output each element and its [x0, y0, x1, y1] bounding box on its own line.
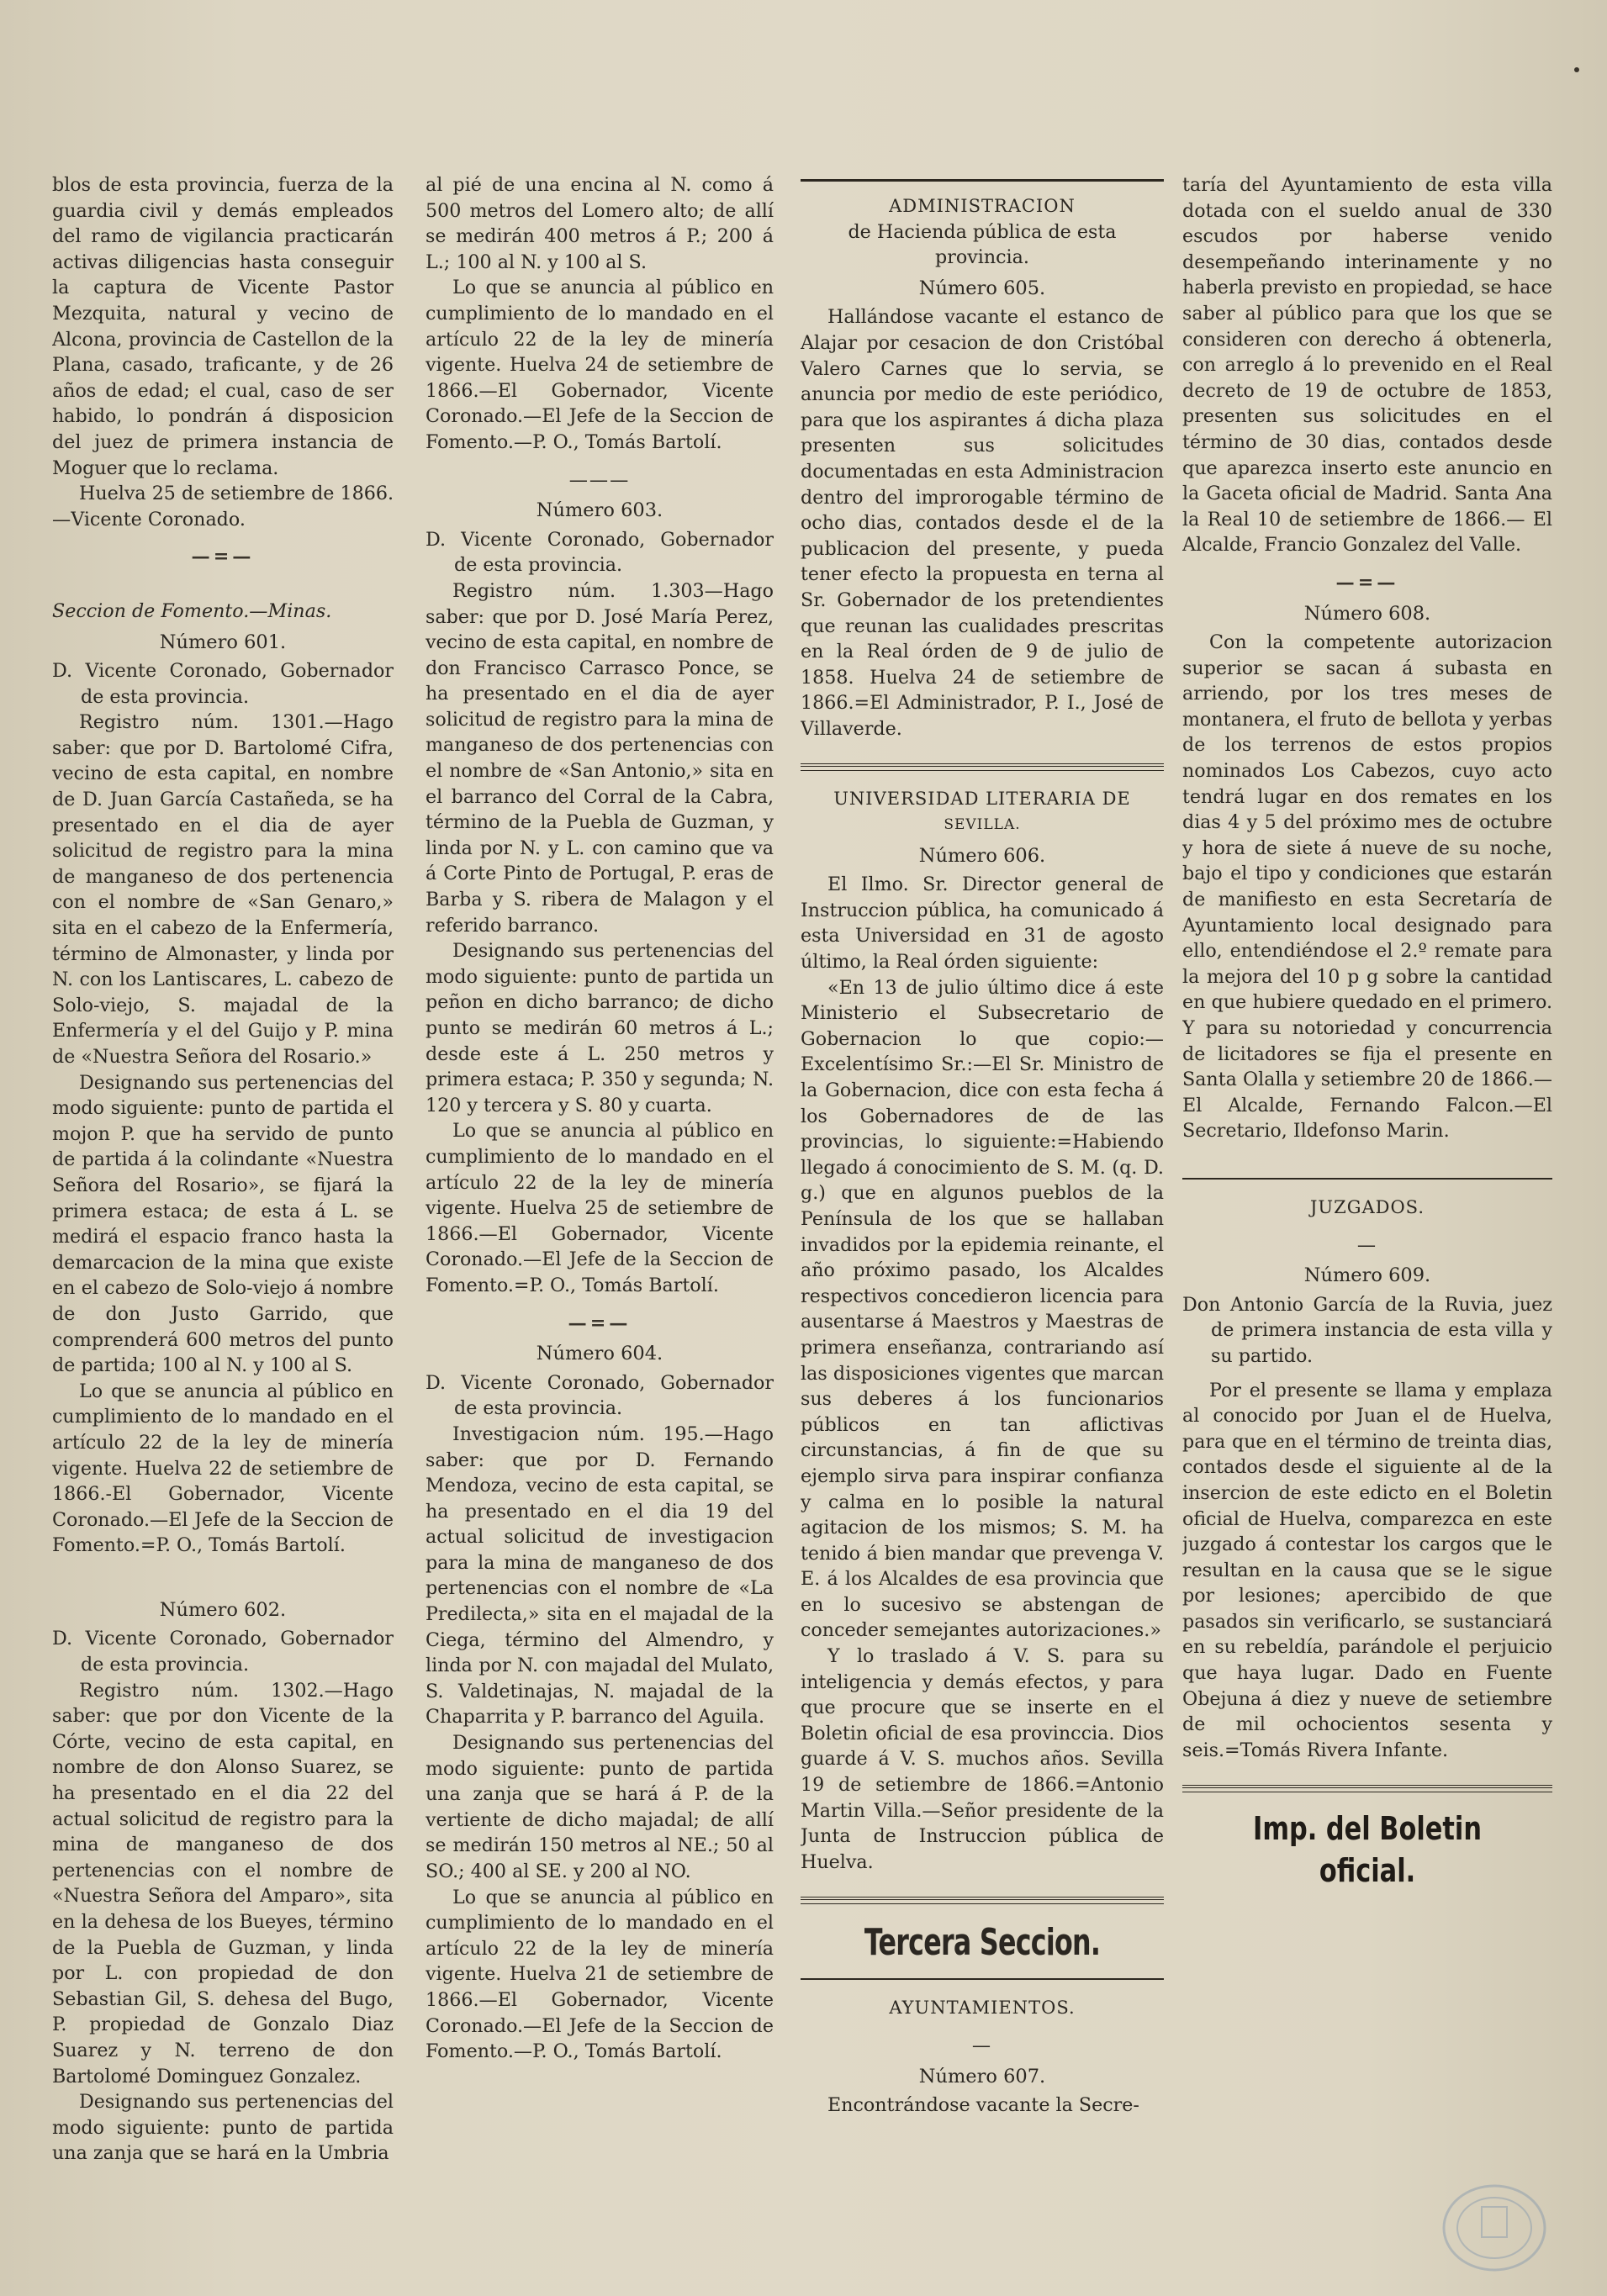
separator: —=—	[1335, 571, 1399, 594]
paragraph: Investigacion núm. 195.—Hago saber: que por D. Fernando Mendoza, vecino de esta capital, se ha presentado en el dia 19 del actual solicitud de investigacion para la mina de manganeso de dos pertenencias con el nombre de «La Predilecta,» sita en el majadal de la Ciega, término del Almendro, y linda por N. con majadal del Mulato, S. Valdetinajas, N. majadal de la Chaparrita y P. barranco del Aguila.	[426, 1422, 774, 1729]
column-3	[801, 172, 1164, 2291]
library-stamp-icon	[1440, 2182, 1549, 2274]
paragraph: Lo que se anuncia al público en cumplimiento de lo mandado en el artículo 22 de la ley de minería vigente. Huelva 24 de setiembre de 1866.—El Gobernador, Vicente Coronado.—El Jefe de la Seccion de Fomento.—P. O., Tomás Bartolí.	[426, 277, 774, 453]
paragraph: Por el presente se llama y emplaza al conocido por Juan el de Huelva, para que en el término de treinta dias, contados desde el siguiente al de la insercion de este edicto en el Boletin oficial de Huelva, comparezca en este juzgado á contestar los cargos que le resultan en la causa que se le sigue por lesiones; apercibido de que pasados sin verificarlo, se sustanciará en su rebeldía, parándole el perjuicio que haya lugar. Dado en Fuente Obejuna á diez y nueve de setiembre de mil ochocientos sesenta y seis.=Tomás Rivera Infante.	[1182, 1379, 1552, 1761]
separator: —	[1356, 1233, 1378, 1256]
ink-speck	[1574, 67, 1579, 72]
notice-number-604: Número 604.	[536, 1343, 663, 1365]
notice-author: D. Vicente Coronado, Gobernador de esta provincia.	[52, 660, 394, 708]
section-subheading: de Hacienda pública de esta provincia.	[848, 220, 1117, 269]
paragraph: Lo que se anuncia al público en cumplimiento de lo mandado en el artículo 22 de la ley de minería vigente. Huelva 21 de setiembre de 1866.—El Gobernador, Vicente Coronado.—El Jefe de la Seccion de Fomento.—P. O., Tomás Bartolí.	[426, 1886, 774, 2063]
section-heading-tercera-seccion: Tercera Seccion.	[864, 1921, 1101, 1965]
section-heading-ayuntamientos: AYUNTAMIENTOS.	[889, 1998, 1076, 2019]
paragraph: «En 13 de julio último dice á este Ministerio el Subsecretario de Gobernacion lo que copio:—Excelentísimo Sr.:—El Sr. Ministro de la Gobernacion, dice con esta fecha á los Gobernadores de de las provincias, lo siguiente:=Habiendo llegado á conocimiento de S. M. (q. D. g.) que en algunos pueblos de la Península de los que se hallaban invadidos por la epidemia reinante, el año próximo pasado, los Alcaldes respectivos concedieron licencia para ausentarse á Maestros y Maestras de primera enseñanza, contrariando así las disposiciones vigentes que marcan sus deberes á los funcionarios públicos en tan aflictivas circunstancias, á fin de que su ejemplo sirva para inspirar confianza y calma en lo posible la natural agitacion de los mismos; S. M. ha tenido á bien mandar que prevenga V. E. á los Alcaldes de esa provincia que en lo sucesivo se abstengan de conceder semejantes autorizaciones.»	[801, 976, 1164, 1642]
paragraph: Designando sus pertenencias del modo siguiente: punto de partida el mojon P. que ha servido de punto de partida á la colindante «Nuestra Señora del Rosario», se fijará la primera estaca; de esta á L. se medirá el espacio franco hasta la demarcacion de la mina que existe en el cabezo de Solo-viejo á nombre de don Justo Garrido, que comprenderá 600 metros del punto de partida; 100 al N. y 100 al S.	[52, 1071, 394, 1377]
section-subheading: SEVILLA.	[944, 816, 1021, 834]
spacer	[52, 1559, 394, 1592]
imprint: Imp. del Boletin oficial.	[1253, 1810, 1482, 1890]
notice-number-602: Número 602.	[159, 1598, 287, 1621]
paragraph: Registro núm. 1.303—Hago saber: que por D. José María Perez, vecino de esta capital, en nombre de don Francisco Carrasco Ponce, se ha presentado en el dia de ayer solicitud de registro para la mina de manganeso de dos pertenencias con el nombre de «San Antonio,» sita en el barranco del Corral de la Cabra, término de la Puebla de Guzman, y linda por N. y L. con camino que va á Corte Pinto de Portugal, P. eras de Barba y S. ribera de Malagon y el referido barranco.	[426, 579, 774, 937]
column-4	[1182, 172, 1552, 2291]
separator: ———	[568, 468, 631, 491]
column-1	[52, 172, 394, 2291]
section-heading-universidad: UNIVERSIDAD LITERARIA DE	[833, 789, 1131, 810]
notice-number-603: Número 603.	[536, 499, 663, 522]
section-heading-fomento-minas: Seccion de Fomento.—Minas.	[52, 599, 332, 622]
dateline: Huelva 25 de setiembre de 1866. —Vicente Coronado.	[52, 483, 394, 530]
rule	[801, 179, 1164, 182]
notice-number-606: Número 606.	[918, 844, 1046, 867]
paragraph: Designando sus pertenencias del modo siguiente: punto de partida un peñon en dicho barranco; de dicho punto se medirán 60 metros á L.; desde este á L. 250 metros y primera estaca; P. 350 y segunda; N. 120 y tercera y S. 80 y cuarta.	[426, 940, 774, 1116]
notice-number-609: Número 609.	[1303, 1264, 1431, 1287]
paragraph: taría del Ayuntamiento de esta villa dotada con el sueldo anual de 330 escudos por haberse venido desempeñando interinamente y no haberla previsto en propiedad, se hace saber al público para que los que se consideren con derecho á obtenerla, con arreglo á lo prevenido en el Real decreto de 19 de octubre de 1853, presenten sus solicitudes en el término de 30 dias, contados desde que aparezca inserto este anuncio en la Gaceta oficial de Madrid. Santa Ana la Real 10 de setiembre de 1866.— El Alcalde, Francio Gonzalez del Valle.	[1182, 174, 1552, 557]
paragraph: Lo que se anuncia al público en cumplimiento de lo mandado en el artículo 22 de la ley de minería vigente. Huelva 22 de setiembre de 1866.-El Gobernador, Vicente Coronado.—El Jefe de la Seccion de Fomento.=P. O., Tomás Bartolí.	[52, 1380, 394, 1557]
paragraph: Con la competente autorizacion superior se sacan á subasta en arriendo, por los tres meses de montanera, el fruto de bellota y yerbas de los terrenos de estos propios nominados Los Cabezos, cuyo acto tendrá lugar en dos remates en los dias 4 y 5 del próximo mes de octubre y hora de siete á nueve de su noche, bajo el tipo y condiciones que estarán de manifiesto en esta Secretaría de Ayuntamiento local designado para ello, entendiéndose el 2.º remate para la mejora del 10 p g sobre la cantidad en que hubiere quedado en el primero. Y para su notoriedad y concurrencia de licitadores se fija el presente en Santa Olalla y setiembre 20 de 1866.—El Alcalde, Fernando Falcon.—El Secretario, Ildefonso Marin.	[1182, 631, 1552, 1143]
notice-author: D. Vicente Coronado, Gobernador de esta provincia.	[52, 1628, 394, 1676]
notice-author: D. Vicente Coronado, Gobernador de esta provincia.	[426, 528, 774, 577]
notice-number-601: Número 601.	[159, 631, 287, 653]
paragraph: Y lo traslado á V. S. para su inteligencia y demás efectos, y para que procure que se inserte en el Boletin oficial de esa provinccia. Dios guarde á V. S. muchos años. Sevilla 19 de setiembre de 1866.=Antonio Martin Villa.—Señor presidente de la Junta de Instruccion pública de Huelva.	[801, 1645, 1164, 1873]
paragraph: Registro núm. 1301.—Hago saber: que por D. Bartolomé Cifra, vecino de esta capital, en nombre de D. Juan García Castañeda, se ha presentado en el dia de ayer solicitud de registro para la mina de manganeso de dos pertenencia con el nombre de «San Genaro,» sita en el cabezo de la Enfermería, término de Almonaster, y linda por N. con los Lantiscares, L. cabezo de Solo-viejo, S. majadal de la Enfermería y el del Guijo y P. mina de «Nuestra Señora del Rosario.»	[52, 711, 394, 1068]
notice-author: Don Antonio García de la Ruvia, juez de primera instancia de esta villa y su partido.	[1182, 1293, 1552, 1367]
notice-author: D. Vicente Coronado, Gobernador de esta provincia.	[426, 1371, 774, 1420]
section-heading-administracion: ADMINISTRACION	[889, 196, 1076, 216]
paragraph: Encontrándose vacante la Secre-	[827, 2094, 1139, 2117]
paragraph: blos de esta provincia, fuerza de la guardia civil y demás empleados del ramo de vigilancia practicarán activas diligencias hasta conseguir la captura de Vicente Pastor Mezquita, natural y vecino de Alcona, provincia de Castellon de la Plana, casado, traficante, y de 26 años de edad; el cual, caso de ser habido, lo pondrán á disposicion del juez de primera instancia de Moguer que lo reclama.	[52, 174, 394, 479]
separator: —	[971, 2035, 993, 2056]
notice-number-607: Número 607.	[918, 2065, 1046, 2088]
rule	[1182, 1785, 1552, 1792]
paragraph: Designando sus pertenencias del modo siguiente: punto de partida una zanja que se hará á P. de la vertiente de dicho majadal; de allí se medirán 150 metros al NE.; 50 al SO.; 400 al SE. y 200 al NO.	[426, 1732, 774, 1882]
paragraph: Designando sus pertenencias del modo siguiente: punto de partida una zanja que se hará en la Umbria	[52, 2091, 394, 2165]
rule	[801, 763, 1164, 771]
paragraph: Hallándose vacante el estanco de Alajar por cesacion de don Cristóbal Valero Carnes que lo servia, se anuncia por medio de este periódico, para que los aspirantes á dicha plaza presenten sus solicitudes documentadas en esta Administracion dentro del improrogable término de ocho dias, contados desde el de la publicacion del presente, y pueda tener efecto la propuesta en terna al Sr. Gobernador de los pretendientes que reunan las cualidades prescritas en la Real órden de 9 de julio de 1858. Huelva 24 de setiembre de 1866.=El Administrador, P. I., José de Villaverde.	[801, 306, 1164, 740]
column-2	[426, 172, 774, 2291]
paragraph: El Ilmo. Sr. Director general de Instruccion pública, ha comunicado á esta Universidad en 31 de agosto último, la Real órden siguiente:	[801, 874, 1164, 974]
notice-number-605: Número 605.	[918, 277, 1046, 299]
rule	[801, 1978, 1164, 1980]
separator: —=—	[568, 1312, 632, 1334]
paragraph: Lo que se anuncia al público en cumplimiento de lo mandado en el artículo 22 de la ley de minería vigente. Huelva 25 de setiembre de 1866.—El Gobernador, Vicente Coronado.—El Jefe de la Seccion de Fomento.=P. O., Tomás Bartolí.	[426, 1120, 774, 1296]
paragraph: al pié de una encina al N. como á 500 metros del Lomero alto; de allí se medirán 400 metros á P.; 200 á L.; 100 al N. y 100 al S.	[426, 174, 774, 273]
rule	[1182, 1178, 1552, 1180]
section-heading-juzgados: JUZGADOS.	[1309, 1196, 1425, 1217]
paragraph: Registro núm. 1302.—Hago saber: que por don Vicente de la Córte, vecino de esta capital, en nombre de don Alonso Suarez, se ha presentado en el dia 22 del actual solicitud de registro para la mina de manganeso de dos pertenencias con el nombre de «Nuestra Señora del Amparo», sita en la dehesa de los Bueyes, término de la Puebla de Guzman, y linda por L. con propiedad de don Sebastian Gil, S. dehesa del Bugo, P. propiedad de Gonzalo Diaz Suarez y N. terreno de don Bartolomé Dominguez Gonzalez.	[52, 1679, 394, 2088]
rule	[801, 1897, 1164, 1904]
notice-number-608: Número 608.	[1303, 602, 1431, 625]
separator: —=—	[191, 546, 255, 568]
